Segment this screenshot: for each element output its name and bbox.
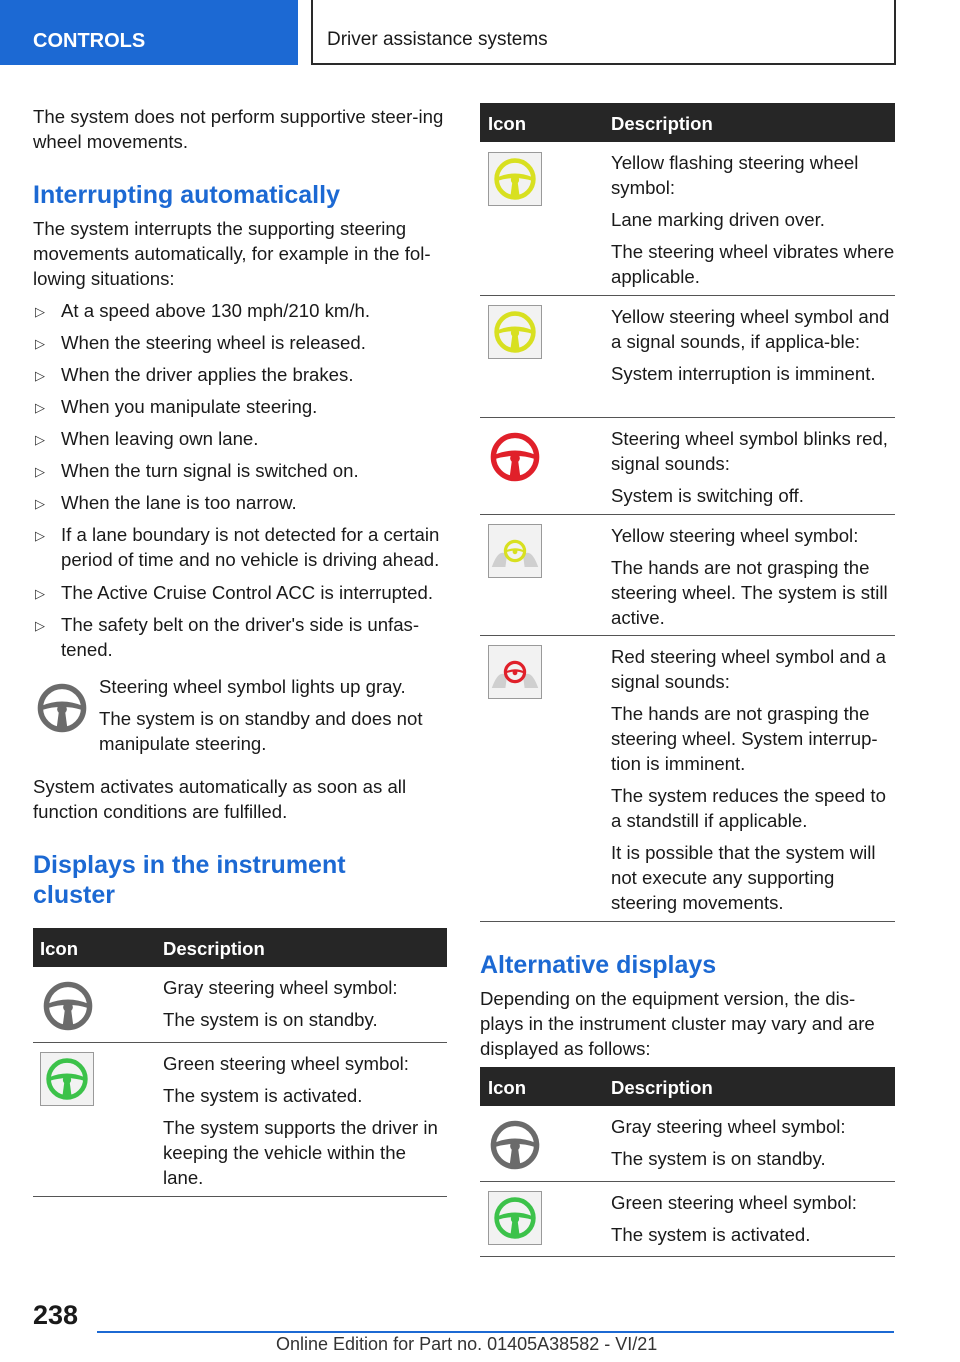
header-icon: Icon — [40, 938, 79, 959]
display-table — [33, 928, 447, 1197]
standby-line1: Steering wheel symbol lights up gray. — [99, 676, 406, 697]
gray-steering-wheel-icon — [486, 1116, 544, 1174]
table-row — [33, 967, 447, 1043]
yellow-steering-wheel-icon — [488, 305, 542, 359]
row-description: Green steering wheel symbol: The system is activated. — [611, 1192, 857, 1245]
table-header — [480, 103, 895, 142]
red-hands-off-steering-wheel-icon — [488, 645, 542, 699]
chapter-tab — [311, 0, 896, 65]
table-row — [480, 296, 895, 418]
table-row — [480, 1106, 895, 1182]
alternative-paragraph: Depending on the equipment version, the dis-plays in the instrument cluster may vary and are displayed as follows: — [480, 988, 875, 1059]
triangle-bullet-icon: ▷ — [35, 586, 45, 601]
standby-line2: The system is on standby and does not manipulate steering. — [99, 708, 423, 754]
row-description: Gray steering wheel symbol: The system is on standby. — [163, 977, 398, 1030]
gray-steering-wheel-icon — [39, 977, 97, 1035]
intro-paragraph: The system does not perform supportive steer-ing wheel movements. — [33, 106, 444, 152]
row-description: Yellow flashing steering wheel symbol: Lane marking driven over. The steering wheel vibrates where applicable. — [611, 152, 895, 287]
edition-text: Online Edition for Part no. 01405A38582 - VI/21 — [276, 1334, 658, 1354]
table-row — [480, 636, 895, 922]
interrupt-paragraph: The system interrupts the supporting steering movements automatically, for example in the fol-lowing situations: — [33, 218, 431, 289]
triangle-bullet-icon: ▷ — [35, 368, 45, 383]
green-steering-wheel-icon — [488, 1191, 542, 1245]
footer-divider — [97, 1331, 894, 1333]
row-description: Steering wheel symbol blinks red, signal sounds: System is switching off. — [611, 428, 888, 506]
green-steering-wheel-icon — [40, 1052, 94, 1106]
bullet-item: ▷ When the lane is too narrow. — [33, 490, 297, 515]
triangle-bullet-icon: ▷ — [35, 496, 45, 511]
section-tab — [0, 0, 298, 65]
chapter-title: Driver assistance systems — [327, 29, 548, 50]
header-icon: Icon — [488, 1077, 527, 1098]
row-description: Yellow steering wheel symbol: The hands are not grasping the steering wheel. The system is still active. — [611, 525, 888, 628]
table-row — [480, 515, 895, 636]
yellow-flashing-steering-wheel-icon — [488, 152, 542, 206]
table-header — [480, 1067, 895, 1106]
bullet-item: ▷ When the driver applies the brakes. — [33, 362, 354, 387]
header-description: Description — [611, 113, 713, 134]
bullet-item: ▷ If a lane boundary is not detected for a certain period of time and no vehicle is driving ahead. — [35, 524, 440, 570]
bullet-item: ▷ The Active Cruise Control ACC is interrupted. — [33, 580, 447, 605]
auto-paragraph: System activates automatically as soon as all function conditions are fulfilled. — [33, 776, 407, 822]
triangle-bullet-icon: ▷ — [35, 528, 45, 543]
yellow-hands-off-steering-wheel-icon — [488, 524, 542, 578]
triangle-bullet-icon: ▷ — [35, 618, 45, 633]
alternative-table — [480, 1067, 895, 1257]
display-table-continued — [480, 103, 895, 922]
triangle-bullet-icon: ▷ — [35, 336, 45, 351]
bullet-item: ▷ The safety belt on the driver's side is unfas-tened. — [35, 614, 420, 660]
table-row — [480, 418, 895, 515]
bullet-item: ▷ When leaving own lane. — [33, 426, 258, 451]
row-description: Green steering wheel symbol: The system is activated. The system supports the driver in keeping the vehicle within the lane. — [163, 1053, 438, 1188]
row-description: Gray steering wheel symbol: The system is on standby. — [611, 1116, 846, 1169]
row-description: Red steering wheel symbol and a signal sounds: The hands are not grasping the steering wheel. System interrup-tion is imminent. The system reduces the speed to a standstill if applicable. It is possible that the system will not execute any supporting steering movements. — [611, 646, 886, 913]
heading-alternative: Alternative displays — [480, 951, 717, 979]
page-number: 238 — [33, 1300, 79, 1330]
table-row — [480, 142, 895, 296]
heading-interrupting: Interrupting automatically — [33, 181, 340, 209]
row-description: Yellow steering wheel symbol and a signal sounds, if applica-ble: System interruption is imminent. — [611, 306, 890, 384]
section-title: CONTROLS — [33, 30, 146, 52]
red-steering-wheel-icon — [486, 428, 544, 486]
table-row — [33, 1043, 447, 1197]
heading-displays: Displays in the instrument cluster — [33, 851, 346, 909]
bullet-item: ▷ When the turn signal is switched on. — [33, 458, 359, 483]
bullet-item: ▷ At a speed above 130 mph/210 km/h. — [33, 298, 370, 323]
header-description: Description — [163, 938, 265, 959]
header-description: Description — [611, 1077, 713, 1098]
bullet-item: ▷ When the steering wheel is released. — [33, 330, 366, 355]
triangle-bullet-icon: ▷ — [35, 304, 45, 319]
triangle-bullet-icon: ▷ — [35, 464, 45, 479]
bullet-item: ▷ When you manipulate steering. — [33, 394, 317, 419]
table-row — [480, 1182, 895, 1257]
triangle-bullet-icon: ▷ — [35, 400, 45, 415]
table-header — [33, 928, 447, 967]
gray-steering-wheel-icon — [33, 679, 91, 737]
header-icon: Icon — [488, 113, 527, 134]
triangle-bullet-icon: ▷ — [35, 432, 45, 447]
